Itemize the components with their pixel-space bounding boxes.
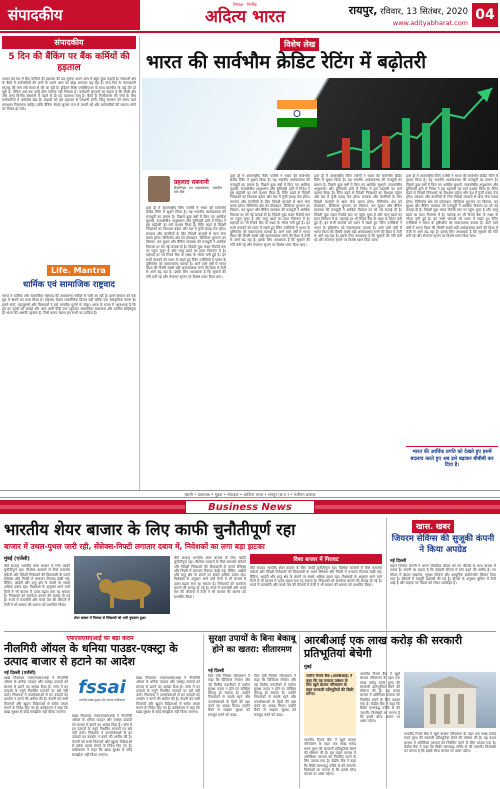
feature-body-col1: हाल ही में अंतरराष्ट्रीय रेटिंग एजेंसी ने भारत की सार्वभौम क्रेडिट रेटिंग में सुधार किया है। यह भारतीय अर्थव्यवस्था की मजबूती का प्रमाण है। पिछले कुछ वर्षों में किए गए आर्थिक सुधारों, राजकोषीय अनुशासन और बुनियादी ढांचे में निवेश ने इस बढ़ोतरी का मार्ग प्रशस्त किया है। रेटिंग बढ़ने से विदेशी निवेशकों का विश्वास बढ़ेगा और देश में पूंजी प्रवाह तेज होगा। सरकार और कंपनियों के लिए विदेशी बाजारों से ऋण लेना सस्ता होगा। विनिर्माण क्षेत्र को प्रोत्साहन, डिजिटल भुगतान का विस्तार, कर सुधार और बैंकिंग व्यवस्था की मजबूती ने आर्थिक विकास दर को नई ऊंचाई दी है। विदेशी मुद्रा भंडार रिकॉर्ड स्तर पर पहुंच चुका है और चालू खाते का घाटा नियंत्रण में है। महंगाई दर भी रिजर्व बैंक के लक्ष्य के भीतर बनी हुई है। इन सभी कारकों को ध्यान में रखते हुए रेटिंग एजेंसियों ने भारत के दृष्टिकोण को सकारात्मक बताया है। आने वाले वर्षों में भारत विश्व की तीसरी सबसे बड़ी अर्थव्यवस्था बनने की दिशा में तेजी से आगे बढ़ रहा है। इसके लिए आवश्यक है कि सुधारों की गति बनी रहे और रोजगार सृजन पर विशेष ध्यान दिया जाए। (146, 206, 226, 279)
rating-illustration (142, 78, 498, 170)
business-lead-body-col2: बीते सप्ताह भारतीय शेयर बाजार के लिए काफी चुनौतीपूर्ण रहा। वैश्विक बाजारों से मिले कमजोर संकेतों और विदेशी निवेशकों की बिकवाली के चलते सेंसेक्स और निफ्टी में लगातार गिरावट देखी गई। बैंकिंग, आईटी और धातु क्षेत्र के शेयरों पर सबसे अधिक दबाव रहा। विशेषज्ञों के अनुसार आने वाले दिनों में भी बाजार में उतार-चढ़ाव बना रह सकता है। निवेशकों को सतर्कता बरतने की सलाह दी गई है। रुपये में कमजोरी और कच्चे तेल की कीमतों में तेजी ने भी बाजार की धारणा को प्रभावित किया। (174, 556, 246, 599)
rbi-dateline: मुंबई (304, 665, 312, 670)
author-role: सेवानिवृत्त उप महाप्रबंधक, भारतीय स्टेट बैंक (174, 186, 222, 194)
fssai-dateline: नई दिल्ली (एजेंसी) (4, 671, 36, 676)
side-story-tag: खास. खबर (412, 520, 454, 533)
fssai-logo-caption: भारतीय खाद्य सुरक्षा और मानक प्राधिकरण (78, 698, 126, 702)
mantra-headline: धार्मिक एवं सामाजिक राष्ट्रवाद (23, 280, 115, 290)
section-header (0, 0, 140, 30)
stock-photo (74, 556, 170, 614)
india-flag-icon (277, 100, 317, 127)
business-banner (0, 500, 500, 514)
mantra-body: भारत में धार्मिक और सामाजिक राष्ट्रवाद की अवधारणा सदियों से चली आ रही है। इसने समाज को एक सूत्र में बांधने का काम किया है। राष्ट्रवाद केवल राजनीतिक विचार नहीं बल्कि एक सांस्कृतिक चेतना है। हमारे संतों, महापुरुषों और विचारकों ने इसे मानवीय मूल्यों से जोड़ा। आज के समय में आवश्यक है कि हम इन मूल्यों को समझें और आने वाली पीढ़ी तक पहुंचाएं। सामाजिक समरसता और धार्मिक सहिष्णुता ही भारत की असली पहचान है, जिसे बनाए रखना हम सभी का दायित्व है। (2, 294, 136, 316)
feature-headline: भारत की सार्वभौम क्रेडिट रेटिंग में बढ़ोतरी (146, 52, 427, 73)
author-name: प्रहलाद सबनानी (174, 179, 209, 186)
logo-tag: निष्पक्ष · निर्भीक (233, 2, 257, 7)
section-title: संपादकीय (8, 6, 63, 24)
world-market-tag: विश्व बाजार में गिरावट (250, 554, 382, 564)
rbi-body-col1: भारतीय रिजर्व बैंक ने खुले बाजार परिचालन के तहत एक लाख करोड़ रुपये मूल्य की सरकारी प्रतिभूतियां बेचने की घोषणा की है। यह कदम बाजार में अतिरिक्त तरलता को नियंत्रित करने के लिए उठाया गया है। केंद्रीय बैंक ने कहा कि बिक्री चरणबद्ध तरीके से की जाएगी। विशेषज्ञों का मानना है कि इससे बॉन्ड बाजार पर असर पड़ेगा। (304, 738, 356, 777)
feature-body-col4: हाल ही में अंतरराष्ट्रीय रेटिंग एजेंसी ने भारत की सार्वभौम क्रेडिट रेटिंग में सुधार किया है। यह भारतीय अर्थव्यवस्था की मजबूती का प्रमाण है। पिछले कुछ वर्षों में किए गए आर्थिक सुधारों, राजकोषीय अनुशासन और बुनियादी ढांचे में निवेश ने इस बढ़ोतरी का मार्ग प्रशस्त किया है। रेटिंग बढ़ने से विदेशी निवेशकों का विश्वास बढ़ेगा और देश में पूंजी प्रवाह तेज होगा। सरकार और कंपनियों के लिए विदेशी बाजारों से ऋण लेना सस्ता होगा। विनिर्माण क्षेत्र को प्रोत्साहन, डिजिटल भुगतान का विस्तार, कर सुधार और बैंकिंग व्यवस्था की मजबूती ने आर्थिक विकास दर को नई ऊंचाई दी है। विदेशी मुद्रा भंडार रिकॉर्ड स्तर पर पहुंच चुका है और चालू खाते का घाटा नियंत्रण में है। महंगाई दर भी रिजर्व बैंक के लक्ष्य के भीतर बनी हुई है। इन सभी कारकों को ध्यान में रखते हुए रेटिंग एजेंसियों ने भारत के दृष्टिकोण को सकारात्मक बताया है। आने वाले वर्षों में भारत विश्व की तीसरी सबसे बड़ी अर्थव्यवस्था बनने की दिशा में तेजी से आगे बढ़ रहा है। इसके लिए आवश्यक है कि सुधारों की गति बनी रहे और रोजगार सृजन पर विशेष ध्यान दिया जाए। (406, 174, 498, 239)
mid-business-rule (4, 631, 496, 632)
author-photo (148, 176, 170, 202)
logo-name: अदित्य भारत (204, 7, 286, 27)
rbi-body-col2: भारतीय रिजर्व बैंक ने खुले बाजार परिचालन के तहत एक लाख करोड़ रुपये मूल्य की सरकारी प्रतिभूतियां बेचने की घोषणा की है। यह कदम बाजार में अतिरिक्त तरलता को नियंत्रित करने के लिए उठाया गया है। केंद्रीय बैंक ने कहा कि बिक्री चरणबद्ध तरीके से की जाएगी। विशेषज्ञों का मानना है कि इससे बॉन्ड बाजार पर असर पड़ेगा। (360, 672, 400, 724)
date: रविवार, 13 सितंबर, 2020 (380, 7, 468, 17)
sitharaman-body-col1: वित्त मंत्री निर्मला सीतारमण ने कहा कि डिजिटल लेनदेन और नई वित्तीय तकनीकों में पर्याप्त सुरक्षा उपाय न होने पर जोखिम बेकाबू हो सकता है। उन्होंने नियामकों से सतर्क रहने और उपभोक्ताओं के हितों की रक्षा करने का आग्रह किया। उन्होंने बैंकों से साइबर सुरक्षा को मजबूत करने को कहा। (208, 674, 250, 717)
mantra-tag: Life. Mantra (47, 265, 110, 276)
feature-body-col3: हाल ही में अंतरराष्ट्रीय रेटिंग एजेंसी ने भारत की सार्वभौम क्रेडिट रेटिंग में सुधार किया है। यह भारतीय अर्थव्यवस्था की मजबूती का प्रमाण है। पिछले कुछ वर्षों में किए गए आर्थिक सुधारों, राजकोषीय अनुशासन और बुनियादी ढांचे में निवेश ने इस बढ़ोतरी का मार्ग प्रशस्त किया है। रेटिंग बढ़ने से विदेशी निवेशकों का विश्वास बढ़ेगा और देश में पूंजी प्रवाह तेज होगा। सरकार और कंपनियों के लिए विदेशी बाजारों से ऋण लेना सस्ता होगा। विनिर्माण क्षेत्र को प्रोत्साहन, डिजिटल भुगतान का विस्तार, कर सुधार और बैंकिंग व्यवस्था की मजबूती ने आर्थिक विकास दर को नई ऊंचाई दी है। विदेशी मुद्रा भंडार रिकॉर्ड स्तर पर पहुंच चुका है और चालू खाते का घाटा नियंत्रण में है। महंगाई दर भी रिजर्व बैंक के लक्ष्य के भीतर बनी हुई है। इन सभी कारकों को ध्यान में रखते हुए रेटिंग एजेंसियों ने भारत के दृष्टिकोण को सकारात्मक बताया है। आने वाले वर्षों में भारत विश्व की तीसरी सबसे बड़ी अर्थव्यवस्था बनने की दिशा में तेजी से आगे बढ़ रहा है। इसके लिए आवश्यक है कि सुधारों की गति बनी रहे और रोजगार सृजन पर विशेष ध्यान दिया जाए। (314, 174, 402, 243)
feature-body-col2: हाल ही में अंतरराष्ट्रीय रेटिंग एजेंसी ने भारत की सार्वभौम क्रेडिट रेटिंग में सुधार किया है। यह भारतीय अर्थव्यवस्था की मजबूती का प्रमाण है। पिछले कुछ वर्षों में किए गए आर्थिक सुधारों, राजकोषीय अनुशासन और बुनियादी ढांचे में निवेश ने इस बढ़ोतरी का मार्ग प्रशस्त किया है। रेटिंग बढ़ने से विदेशी निवेशकों का विश्वास बढ़ेगा और देश में पूंजी प्रवाह तेज होगा। सरकार और कंपनियों के लिए विदेशी बाजारों से ऋण लेना सस्ता होगा। विनिर्माण क्षेत्र को प्रोत्साहन, डिजिटल भुगतान का विस्तार, कर सुधार और बैंकिंग व्यवस्था की मजबूती ने आर्थिक विकास दर को नई ऊंचाई दी है। विदेशी मुद्रा भंडार रिकॉर्ड स्तर पर पहुंच चुका है और चालू खाते का घाटा नियंत्रण में है। महंगाई दर भी रिजर्व बैंक के लक्ष्य के भीतर बनी हुई है। इन सभी कारकों को ध्यान में रखते हुए रेटिंग एजेंसियों ने भारत के दृष्टिकोण को सकारात्मक बताया है। आने वाले वर्षों में भारत विश्व की तीसरी सबसे बड़ी अर्थव्यवस्था बनने की दिशा में तेजी से आगे बढ़ रहा है। इसके लिए आवश्यक है कि सुधारों की गति बनी रहे और रोजगार सृजन पर विशेष ध्यान दिया जाए। (230, 174, 310, 247)
business-lead-dateline: मुंबई (एजेंसी) (4, 556, 30, 562)
fssai-headline: नीलगिरी ऑयल के धनिया पाउडर-एक्स्ट्रा के उत्पाद बाजार से हटाने का आदेश (4, 642, 178, 668)
mantra-block (2, 258, 136, 486)
fssai-logo-text: fssai (78, 677, 126, 698)
page-number: 04 (472, 3, 498, 27)
rbi-photo (404, 672, 496, 728)
fssai-body-col3: खाद्य नियामक एफएसएसएआई ने नीलगिरी ऑयल के धनिया पाउडर और एक्स्ट्रा उत्पादों को बाजार से हटाने का आदेश दिया है। जांच में इन उत्पादों के नमूने निर्धारित मानकों पर खरे नहीं उतरे। नियामक ने उपभोक्ताओं से इन उत्पादों का उपयोग न करने की अपील की है। कंपनी को सभी वितरकों और खुदरा विक्रेताओं से स्टॉक वापस मंगाने के निर्देश दिए गए हैं। प्राधिकरण ने कहा कि खाद्य सुरक्षा से कोई समझौता नहीं किया जाएगा। (136, 676, 200, 715)
bull-statue-icon (74, 556, 170, 614)
editorial-headline: 5 दिन की बैंकिंग पर बैंक कर्मियों की हड़ताल (8, 52, 130, 73)
sitharaman-headline: सुरक्षा उपायों के बिना बेकाबू होने का खतरा: सीतारमण (208, 634, 296, 655)
rbi-highlight-box (304, 672, 356, 736)
masthead-logo (190, 2, 300, 28)
business-lead-subheadline: बाजार में उथल-पुथल जारी रही, सेंसेक्स-निफ्टी लगातार दबाव में, निवेशकों का लगा बड़ा झटका (4, 542, 265, 551)
column-divider (139, 36, 140, 490)
fssai-kicker: एफएसएसएआई का बड़ा कदम (66, 635, 134, 642)
rating-graphic (142, 78, 498, 170)
city: रायपुर, (348, 4, 378, 17)
pull-quote-text: भारत की आर्थिक प्रगति को देखते हुए इसमें बदलाव करते हुए अब इसे बढ़ाकर बीबीबी कर दिया है। (410, 449, 494, 468)
world-market-box (250, 554, 382, 628)
story-divider-1 (203, 634, 204, 788)
fssai-body-col1: खाद्य नियामक एफएसएसएआई ने नीलगिरी ऑयल के धनिया पाउडर और एक्स्ट्रा उत्पादों को बाजार से हटाने का आदेश दिया है। जांच में इन उत्पादों के नमूने निर्धारित मानकों पर खरे नहीं उतरे। नियामक ने उपभोक्ताओं से इन उत्पादों का उपयोग न करने की अपील की है। कंपनी को सभी वितरकों और खुदरा विक्रेताओं से स्टॉक वापस मंगाने के निर्देश दिए गए हैं। प्राधिकरण ने कहा कि खाद्य सुरक्षा से कोई समझौता नहीं किया जाएगा। (4, 676, 68, 715)
side-story-dateline: नई दिल्ली (390, 559, 407, 564)
sitharaman-body-col2: वित्त मंत्री निर्मला सीतारमण ने कहा कि डिजिटल लेनदेन और नई वित्तीय तकनीकों में पर्याप्त सुरक्षा उपाय न होने पर जोखिम बेकाबू हो सकता है। उन्होंने नियामकों से सतर्क रहने और उपभोक्ताओं के हितों की रक्षा करने का आग्रह किया। उन्होंने बैंकों से साइबर सुरक्षा को मजबूत करने को कहा। (254, 674, 296, 717)
header-rule (0, 31, 500, 33)
business-lead-headline: भारतीय शेयर बाजार के लिए काफी चुनौतीपूर्ण रहा (4, 520, 296, 539)
side-story-headline: जियरम सेविंग्स की सुजूकी कंपनी ने किया अपग्रेड (391, 534, 495, 555)
story-divider-2 (299, 634, 300, 788)
photo-caption: शेयर बाजार में गिरावट से निवेशकों को भारी नुकसान हुआ। (74, 616, 147, 620)
feature-tag: विशेष लेख (280, 38, 319, 51)
rbi-body-col3: भारतीय रिजर्व बैंक ने खुले बाजार परिचालन के तहत एक लाख करोड़ रुपये मूल्य की सरकारी प्रतिभूतियां बेचने की घोषणा की है। यह कदम बाजार में अतिरिक्त तरलता को नियंत्रित करने के लिए उठाया गया है। केंद्रीय बैंक ने कहा कि बिक्री चरणबद्ध तरीके से की जाएगी। विशेषज्ञों का मानना है कि इससे बॉन्ड बाजार पर असर पड़ेगा। (404, 732, 496, 754)
rbi-building-icon (404, 672, 496, 728)
side-story-body: वाहन निर्माता कंपनी ने अपने लोकप्रिय मॉडल को नए फीचर्स के साथ बाजार में उतारा है। कंपनी का कहना है कि त्योहारी सीजन में मांग बढ़ने की उम्मीद है। नए मॉडल में बेहतर माइलेज, सुरक्षा फीचर्स और आधुनिक इंफोटेनमेंट सिस्टम दिया गया है। कीमतों में मामूली बढ़ोतरी की गई है। डीलरों के अनुसार बुकिंग में तेजी आई है और ग्राहक नए मॉडल को लेकर उत्साहित हैं। (390, 564, 496, 586)
fssai-logo (72, 678, 132, 712)
sitharaman-dateline: नई दिल्ली (208, 669, 225, 674)
imprint-strip: स्वामी • प्रकाशक • मुद्रक • संपादक • आदित्य भारत • रायपुर (छ.ग.) • पंजीयन क्रमांक (0, 490, 500, 498)
editorial-column (2, 36, 136, 254)
rbi-headline: आरबीआई एक लाख करोड़ की सरकारी प्रतिभूतियां बेचेगी (304, 634, 463, 660)
editorial-tag: संपादकीय (2, 36, 136, 49)
world-market-body: बीते सप्ताह भारतीय शेयर बाजार के लिए काफी चुनौतीपूर्ण रहा। वैश्विक बाजारों से मिले कमजोर संकेतों और विदेशी निवेशकों की बिकवाली के चलते सेंसेक्स और निफ्टी में लगातार गिरावट देखी गई। बैंकिंग, आईटी और धातु क्षेत्र के शेयरों पर सबसे अधिक दबाव रहा। विशेषज्ञों के अनुसार आने वाले दिनों में भी बाजार में उतार-चढ़ाव बना रह सकता है। निवेशकों को सतर्कता बरतने की सलाह दी गई है। रुपये में कमजोरी और कच्चे तेल की कीमतों में तेजी ने भी बाजार की धारणा को प्रभावित किया। (250, 566, 382, 588)
business-banner-label: Business News (185, 500, 315, 514)
dateline (340, 3, 468, 18)
editorial-body: आवत बड़े देश में बैंक कर्मियों की हड़ताल की यह सूचना अपने आप में बहुत कुछ कहती है। सरकारी क्षेत्र के बैंकों में कर्मचारियों की कमी के चलते काम का बोझ लगातार बढ़ रहा है। पांच दिन के कामकाजी सप्ताह की मांग लंबे समय से की जा रही है। इंडियन बैंक्स एसोसिएशन के साथ बातचीत के कई दौर हो चुके हैं, लेकिन अब तक कोई ठोस नतीजा नहीं निकला है। कर्मचारी संगठनों का कहना है कि निजी क्षेत्र और अन्य वित्तीय संस्थानों में पहले से ही यह व्यवस्था लागू है। बैंकों के निजीकरण की चर्चा के बीच कर्मचारियों में असंतोष बढ़ा है। ग्राहकों को इस हड़ताल से परेशानी होगी, किंतु सरकार को समय रहते समाधान निकालना चाहिए ताकि बैंकिंग सेवाएं सुचारु रूप से चलती रहें और कर्मचारियों की जायज मांगों पर विचार हो सके। (2, 77, 136, 112)
rbi-highlight-text: जारीय रिजर्व बैंक (आरबीआई) ने कहा कि वह तरलता प्रबंधन के लिए खुले बाजार परिचालन के तहत सरकारी प्रतिभूतियों की बिक्री करेगा। (306, 674, 354, 697)
feature-pull-quote (406, 446, 498, 486)
website-url[interactable]: www.adityabharat.com (392, 19, 468, 27)
fssai-body-col2: खाद्य नियामक एफएसएसएआई ने नीलगिरी ऑयल के धनिया पाउडर और एक्स्ट्रा उत्पादों को बाजार से हटाने का आदेश दिया है। जांच में इन उत्पादों के नमूने निर्धारित मानकों पर खरे नहीं उतरे। नियामक ने उपभोक्ताओं से इन उत्पादों का उपयोग न करने की अपील की है। कंपनी को सभी वितरकों और खुदरा विक्रेताओं से स्टॉक वापस मंगाने के निर्देश दिए गए हैं। प्राधिकरण ने कहा कि खाद्य सुरक्षा से कोई समझौता नहीं किया जाएगा। (72, 714, 132, 757)
business-lead-body-col1: बीते सप्ताह भारतीय शेयर बाजार के लिए काफी चुनौतीपूर्ण रहा। वैश्विक बाजारों से मिले कमजोर संकेतों और विदेशी निवेशकों की बिकवाली के चलते सेंसेक्स और निफ्टी में लगातार गिरावट देखी गई। बैंकिंग, आईटी और धातु क्षेत्र के शेयरों पर सबसे अधिक दबाव रहा। विशेषज्ञों के अनुसार आने वाले दिनों में भी बाजार में उतार-चढ़ाव बना रह सकता है। निवेशकों को सतर्कता बरतने की सलाह दी गई है। रुपये में कमजोरी और कच्चे तेल की कीमतों में तेजी ने भी बाजार की धारणा को प्रभावित किया। (4, 564, 70, 607)
